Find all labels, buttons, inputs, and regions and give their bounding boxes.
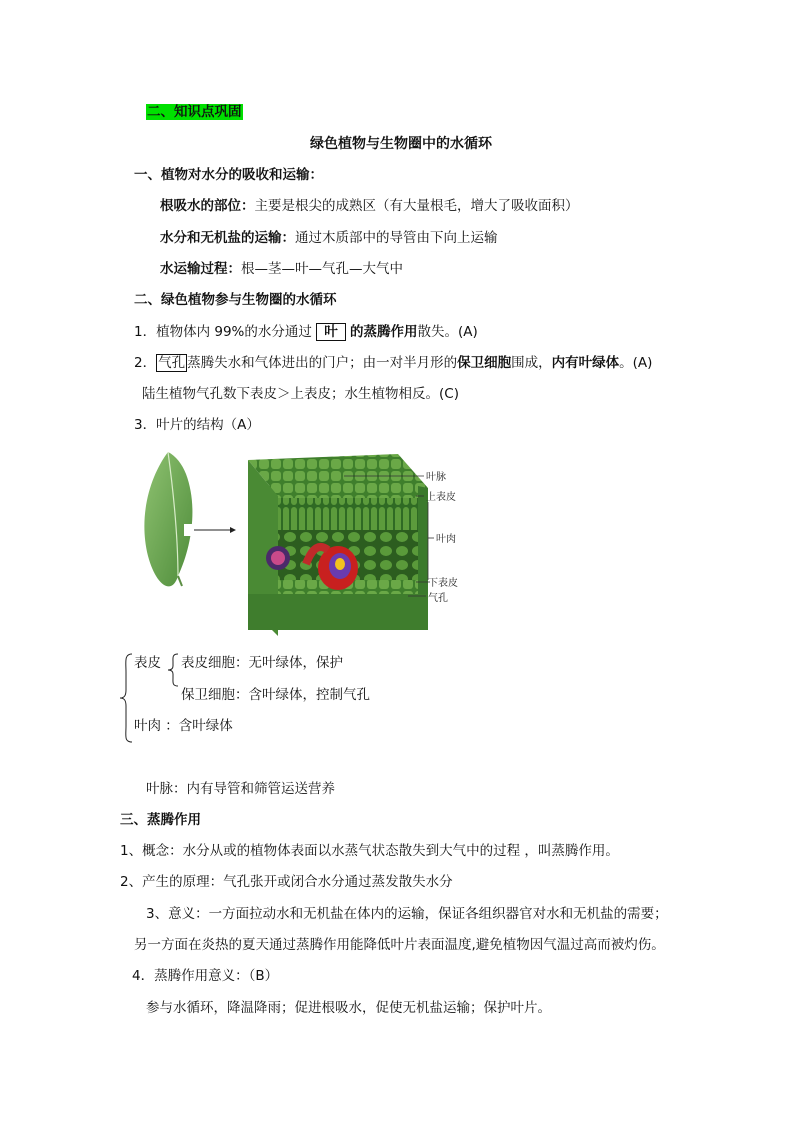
epidermis-cell-line: 表皮细胞：无叶绿体，保护 xyxy=(181,655,343,671)
item2-text2: 围成， xyxy=(511,355,552,371)
part3-heading: 三、蒸腾作用 xyxy=(120,812,201,828)
meaning-line-a: 3、意义：一方面拉动水和无机盐在体内的运输，保证各组织器官对水和无机盐的需要； xyxy=(146,906,668,922)
concept-line: 1、概念：水分从或的植物体表面以水蒸气状态散失到大气中的过程 ，叫蒸腾作用。 xyxy=(120,843,619,859)
item2-bold1: 保卫细胞 xyxy=(457,355,512,371)
part2-item3: 3．叶片的结构（A） xyxy=(134,417,260,433)
part1-heading: 一、植物对水分的吸收和运输： xyxy=(134,167,323,183)
item2-text: 蒸腾失水和气体进出的门户；由一对半月形的 xyxy=(187,355,458,371)
label-stoma: 气孔 xyxy=(428,593,448,604)
leaf-stem xyxy=(178,576,182,586)
outer-brace xyxy=(118,652,134,744)
mesophyll-line: 叶肉 ：含叶绿体 xyxy=(134,718,233,734)
item4-text: 参与水循环，降温降雨；促进根吸水，促使无机盐运输；保护叶片。 xyxy=(146,1000,551,1016)
vein-line: 叶脉：内有导管和筛管运送营养 xyxy=(146,781,335,797)
sample-square xyxy=(184,524,194,536)
pointer-arrowhead xyxy=(230,527,236,533)
transport-text: 通过木质部中的导管由下向上运输 xyxy=(295,230,498,246)
process-label: 水运输过程： xyxy=(160,261,241,277)
doc-title: 绿色植物与生物圈中的水循环 xyxy=(310,136,492,152)
root-text: 主要是根尖的成熟区（有大量根毛，增大了吸收面积） xyxy=(254,198,579,214)
item2-post: 。(A) xyxy=(619,355,653,371)
root-label: 根吸水的部位： xyxy=(160,198,255,214)
block-bottom xyxy=(248,594,428,630)
item2-num: 2． xyxy=(134,355,157,371)
part2-heading: 二、绿色植物参与生物圈的水循环 xyxy=(134,292,337,308)
process-text: 根—茎—叶—气孔—大气中 xyxy=(241,261,403,277)
root-line xyxy=(160,196,579,216)
label-upper: 上表皮 xyxy=(426,492,456,503)
process-line xyxy=(160,259,403,279)
label-mesophyll: 叶肉 xyxy=(436,534,456,545)
item1-box: 叶 xyxy=(316,323,346,341)
label-lower: 下表皮 xyxy=(428,578,458,589)
item4-line: 4．蒸腾作用意义：（B） xyxy=(132,968,279,984)
transport-label: 水分和无机盐的运输： xyxy=(160,230,295,246)
section-heading-text: 二、知识点巩固 xyxy=(147,104,242,120)
part2-item2 xyxy=(134,353,652,373)
stomata-note: 陆生植物气孔数下表皮＞上表皮；水生植物相反。(C) xyxy=(142,386,459,402)
epidermis-label: 表皮 xyxy=(134,655,161,671)
transport-line xyxy=(160,228,498,248)
leaf-structure-figure xyxy=(138,446,478,638)
principle-line: 2、产生的原理：气孔张开或闭合水分通过蒸发散失水分 xyxy=(120,874,453,890)
item2-box: 气孔 xyxy=(158,355,186,371)
vein-bundle-right-center xyxy=(335,558,345,570)
part2-item1 xyxy=(134,322,478,342)
item2-bold2: 内有叶绿体 xyxy=(551,355,620,371)
label-vein: 叶脉 xyxy=(426,472,446,483)
item1-post: 散失。(A) xyxy=(417,324,478,340)
vein-bundle-left-core xyxy=(271,551,285,565)
section-heading xyxy=(146,102,243,122)
item1-pre: 1．植物体内 99%的水分通过 xyxy=(134,324,312,340)
item1-bold: 的蒸腾作用 xyxy=(349,324,418,340)
inner-brace xyxy=(166,652,180,688)
guard-cell-line: 保卫细胞：含叶绿体，控制气孔 xyxy=(181,687,370,703)
meaning-line-b: 另一方面在炎热的夏天通过蒸腾作用能降低叶片表面温度,避免植物因气温过高而被灼伤。 xyxy=(134,937,665,953)
leaf-shape xyxy=(144,452,192,586)
